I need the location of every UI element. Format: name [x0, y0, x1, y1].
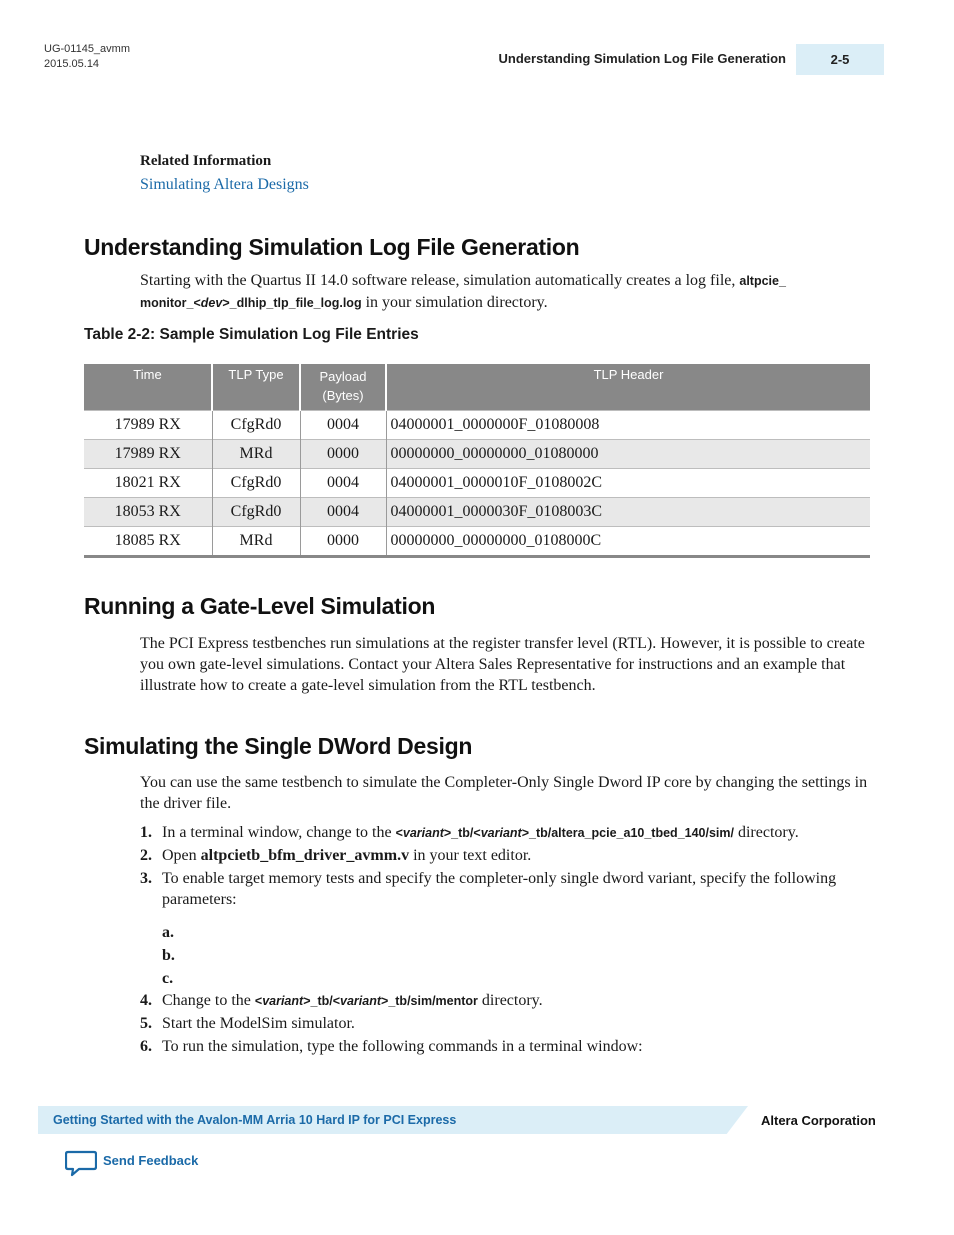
running-header-title: Understanding Simulation Log File Generation [498, 51, 786, 66]
cell-payload: 0004 [300, 411, 386, 440]
sub-step-a: a. [162, 924, 174, 941]
cell-tlp-header: 04000001_0000030F_0108003C [386, 498, 870, 527]
step1-path-2: >_tb/< [443, 826, 481, 840]
col-header-payload [300, 364, 386, 411]
step4-path-1: < [254, 994, 263, 1008]
step4-variant-2: variant [340, 994, 382, 1008]
gate-level-paragraph: The PCI Express testbenches run simulations at the register transfer level (RTL). However, it is possible to create you own gate-level simulations. Contact your Altera Sales Representative for instructions and an example that illustrate how to create a gate-level simulation from the RTL testbench. [140, 635, 865, 694]
related-info-link[interactable]: Simulating Altera Designs [140, 176, 309, 193]
col-header-time: Time [84, 364, 212, 411]
cell-payload: 0004 [300, 498, 386, 527]
step-number: 4. [140, 992, 152, 1009]
cell-time: 18021 RX [84, 469, 212, 498]
step3-text: To enable target memory tests and specify the completer-only single dword variant, specify the following parameters: [162, 870, 837, 908]
procedure-steps [140, 822, 880, 1059]
step-number: 2. [140, 847, 152, 864]
section-heading-gate-level: Running a Gate-Level Simulation [84, 593, 436, 619]
cell-payload: 0004 [300, 469, 386, 498]
step4-text-a: Change to the [162, 992, 255, 1009]
sub-step-c: c. [162, 970, 174, 987]
table-row [84, 411, 870, 440]
sample-log-table [84, 364, 870, 558]
cell-tlp-header: 04000001_0000010F_0108002C [386, 469, 870, 498]
table-row [84, 527, 870, 557]
step-4 [140, 990, 880, 1013]
log-filename-dev: dev [200, 296, 223, 310]
log-text-before: Starting with the Quartus II 14.0 software release, simulation automatically creates a log file, [140, 272, 740, 289]
step2-text-a: Open [162, 847, 201, 864]
step-6 [140, 1036, 880, 1059]
send-feedback-link[interactable]: Send Feedback [103, 1153, 199, 1168]
driver-filename: altpcietb_bfm_driver_avmm.v [200, 847, 410, 864]
cell-tlp-type: CfgRd0 [212, 411, 300, 440]
cell-tlp-type: MRd [212, 440, 300, 469]
cell-tlp-header: 04000001_0000000F_01080008 [386, 411, 870, 440]
step6-text: To run the simulation, type the following commands in a terminal window: [162, 1038, 643, 1055]
log-filename-part2a: monitor_< [140, 296, 201, 310]
table-caption: Table 2-2: Sample Simulation Log File Entries [84, 326, 419, 343]
doc-meta [44, 42, 130, 72]
doc-date: 2015.05.14 [44, 58, 100, 70]
step-3 [140, 868, 880, 990]
step4-text-b: directory. [477, 992, 543, 1009]
step-1 [140, 822, 880, 845]
cell-payload: 0000 [300, 440, 386, 469]
log-filename-part2c: >_dlhip_tlp_file_log.log [222, 296, 362, 310]
step1-text-a: In a terminal window, change to the [162, 824, 396, 841]
step5-text: Start the ModelSim simulator. [162, 1015, 355, 1032]
step1-variant-2: variant [480, 826, 522, 840]
step-2 [140, 845, 880, 868]
step4-variant-1: variant [262, 994, 304, 1008]
step-number: 1. [140, 824, 152, 841]
related-info-label: Related Information [140, 153, 272, 169]
step-5 [140, 1013, 880, 1036]
sub-step-b: b. [162, 947, 175, 964]
cell-time: 18085 RX [84, 527, 212, 557]
log-file-paragraph [140, 270, 870, 314]
speech-bubble-icon[interactable] [65, 1150, 97, 1183]
step-number: 6. [140, 1038, 152, 1055]
cell-time: 17989 RX [84, 440, 212, 469]
table-header-row [84, 364, 870, 411]
table-row [84, 469, 870, 498]
payload-header-text: Payload (Bytes) [319, 369, 367, 403]
page-number: 2-5 [796, 44, 884, 75]
cell-time: 17989 RX [84, 411, 212, 440]
cell-tlp-header: 00000000_00000000_0108000C [386, 527, 870, 557]
section-heading-log-file: Understanding Simulation Log File Generation [84, 234, 580, 260]
cell-time: 18053 RX [84, 498, 212, 527]
step-number: 3. [140, 870, 152, 887]
log-filename-part1: altpcie_ [739, 274, 786, 288]
cell-payload: 0000 [300, 527, 386, 557]
single-dword-intro: You can use the same testbench to simulate the Completer-Only Single Dword IP core by changing the settings in the driver file. [140, 774, 868, 812]
step1-path-1: < [395, 826, 403, 840]
footer-company: Altera Corporation [761, 1113, 876, 1128]
step1-text-b: directory. [733, 824, 799, 841]
cell-tlp-type: MRd [212, 527, 300, 557]
cell-tlp-type: CfgRd0 [212, 469, 300, 498]
step4-path-3: >_tb/sim/mentor [381, 994, 478, 1008]
cell-tlp-type: CfgRd0 [212, 498, 300, 527]
section-heading-single-dword: Simulating the Single DWord Design [84, 733, 473, 759]
step2-text-b: in your text editor. [409, 847, 532, 864]
col-header-tlp-type: TLP Type [212, 364, 300, 411]
step1-variant-1: variant [402, 826, 444, 840]
doc-id: UG-01145_avmm [44, 43, 130, 55]
footer-doc-title-link[interactable]: Getting Started with the Avalon-MM Arria 10 Hard IP for PCI Express [53, 1113, 457, 1127]
step-number: 5. [140, 1015, 152, 1032]
log-text-after: in your simulation directory. [361, 294, 548, 311]
table-row [84, 498, 870, 527]
table-row [84, 440, 870, 469]
step1-path-3: >_tb/altera_pcie_a10_tbed_140/sim/ [521, 826, 734, 840]
step4-path-2: >_tb/< [303, 994, 341, 1008]
cell-tlp-header: 00000000_00000000_01080000 [386, 440, 870, 469]
col-header-tlp-header: TLP Header [386, 364, 870, 411]
